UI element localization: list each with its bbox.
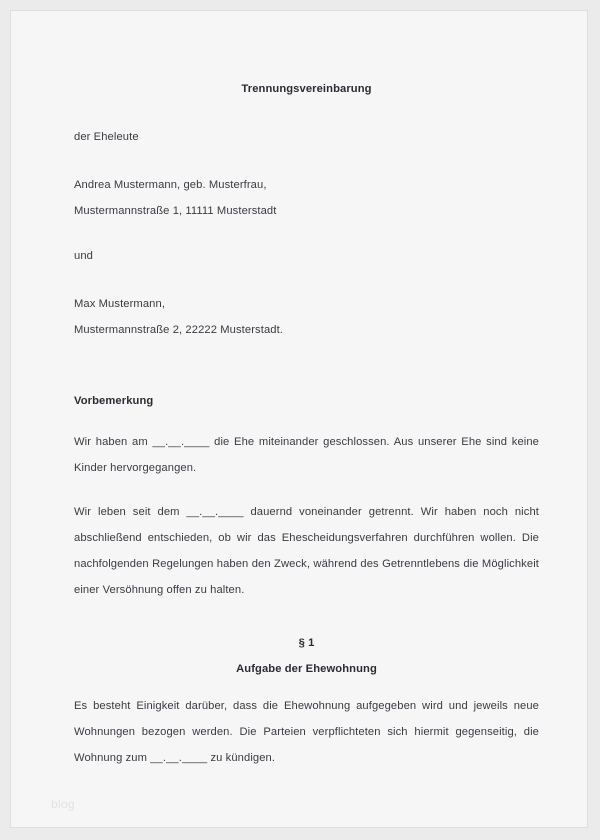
preamble-paragraph-1: Wir haben am __.__.____ die Ehe miteinander geschlossen. Aus unserer Ehe sind keine Kinder hervorgegangen. bbox=[74, 436, 539, 474]
parties-conjunction: und bbox=[74, 250, 93, 262]
party-b-block bbox=[74, 291, 539, 343]
clause-1-number: § 1 bbox=[298, 637, 315, 649]
document-content bbox=[74, 11, 539, 771]
clause-1-paragraph: Es besteht Einigkeit darüber, dass die Ehewohnung aufgegeben wird und jeweils neue Wohnungen bezogen werden. Die Parteien verpflichteten sich hiermit gegenseitig, die Wohnung zum __.__.____ zu kündigen. bbox=[74, 700, 539, 764]
party-a-block bbox=[74, 172, 539, 224]
party-a-name: Andrea Mustermann, geb. Musterfrau, bbox=[74, 179, 267, 191]
preamble-paragraph-2: Wir leben seit dem __.__.____ dauernd voneinander getrennt. Wir haben noch nicht abschließend entschieden, ob wir das Ehescheidungsverfahren durchführen wollen. Die nachfolgenden Regelungen haben den Zweck, während des Getrenntlebens die Möglichkeit einer Versöhnung offen zu halten. bbox=[74, 506, 539, 596]
document-page bbox=[10, 10, 588, 828]
parties-lead-in: der Eheleute bbox=[74, 131, 139, 143]
page-title: Trennungsvereinbarung bbox=[241, 83, 372, 95]
party-a-address: Mustermannstraße 1, 11111 Musterstadt bbox=[74, 205, 277, 217]
preamble-heading: Vorbemerkung bbox=[74, 395, 154, 407]
watermark: blog bbox=[51, 797, 75, 811]
party-b-name: Max Mustermann, bbox=[74, 298, 166, 310]
clause-1-title: Aufgabe der Ehewohnung bbox=[236, 663, 377, 675]
party-b-address: Mustermannstraße 2, 22222 Musterstadt. bbox=[74, 324, 283, 336]
